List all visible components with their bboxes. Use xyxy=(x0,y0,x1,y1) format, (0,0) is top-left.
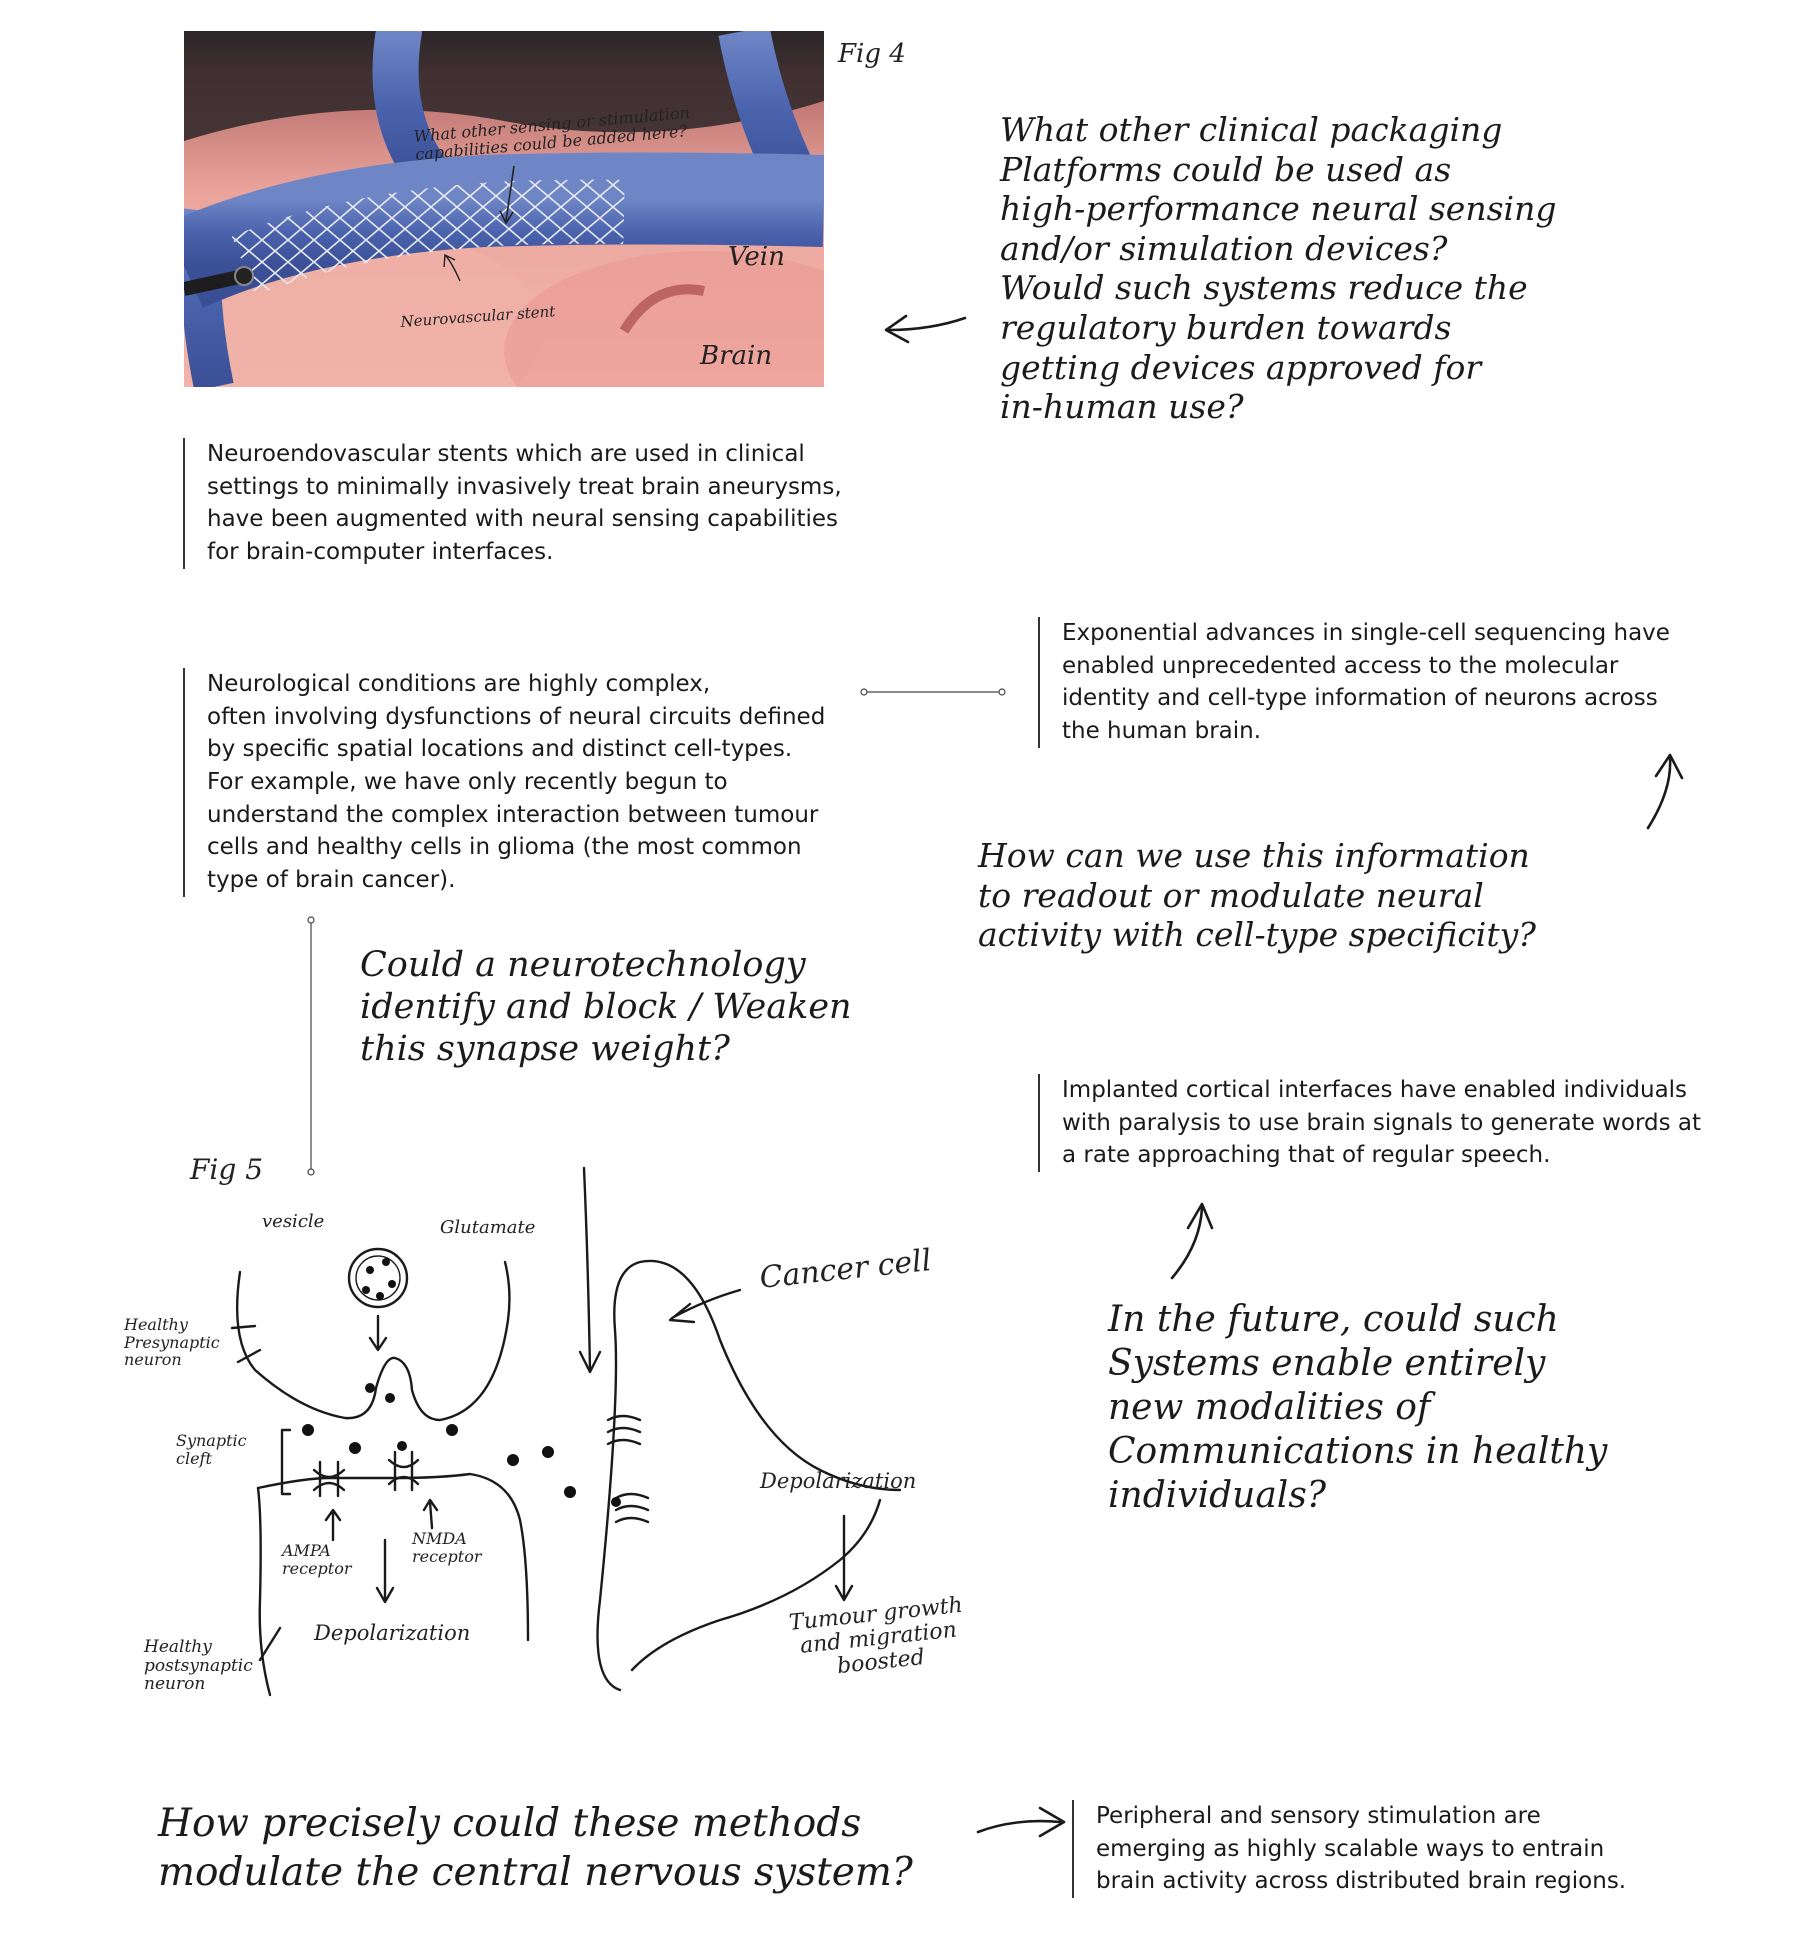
fig4-label-stent: Neurovascular stent xyxy=(399,302,556,331)
fig5-label-tumour: Tumour growth and migration boosted xyxy=(787,1592,964,1680)
fig5-label-cancer-cell: Cancer cell xyxy=(757,1242,933,1296)
fig5-label-vesicle: vesicle xyxy=(262,1211,325,1232)
arrow-to-peripheral xyxy=(978,1821,1060,1832)
text-peripheral: Peripheral and sensory stimulation are emerging as highly scalable ways to entrain brain activity across distributed brain regions. xyxy=(1072,1800,1656,1898)
question-celltype: How can we use this information to readout or modulate neural activity with cell-type specificity? xyxy=(978,836,1536,955)
fig5-label-ampa: AMPA receptor xyxy=(282,1541,352,1578)
fig5-label-depolarization-right: Depolarization xyxy=(760,1469,917,1493)
fig5-label-presynaptic: Healthy Presynaptic neuron xyxy=(124,1315,220,1370)
question-communication: In the future, could such Systems enable entirely new modalities of Communications in healthy individuals? xyxy=(1108,1299,1608,1516)
fig5-label-nmda: NMDA receptor xyxy=(412,1529,482,1566)
fig4-label-brain: Brain xyxy=(700,341,773,371)
text-conditions: Neurological conditions are highly complex, often involving dysfunctions of neural circuits defined by specific spatial locations and distinct cell-types. For example, we have only recently begun to understand the complex interaction between tumour cells and healthy cells in glioma (the most common type of brain cancer). xyxy=(183,668,857,897)
question-packaging: What other clinical packaging Platforms could be used as high-performance neural sensing and/or simulation devices? Would such systems reduce the regulatory burden towards getting devices approved for in-human use? xyxy=(1000,110,1557,427)
text-stents: Neuroendovascular stents which are used in clinical settings to minimally invasively treat brain aneurysms, have been augmented with neural sensing capabilities for brain-computer interfaces. xyxy=(183,438,847,569)
fig4-image-annotation: What other sensing or stimulation capabilities could be added here? xyxy=(412,102,691,164)
arrow-to-cortical xyxy=(1172,1208,1202,1278)
fig4-image xyxy=(184,31,824,387)
fig4-label-vein: Vein xyxy=(728,242,785,272)
fig5-label-postsynaptic: Healthy postsynaptic neuron xyxy=(144,1637,253,1695)
vein-stent-illustration xyxy=(184,31,824,387)
arrow-to-sequencing xyxy=(1648,758,1670,828)
question-synapse: Could a neurotechnology identify and block / Weaken this synapse weight? xyxy=(360,945,852,1069)
text-sequencing: Exponential advances in single-cell sequencing have enabled unprecedented access to the molecular identity and cell-type information of neurons across the human brain. xyxy=(1038,617,1702,748)
fig5-caption: Fig 5 xyxy=(190,1153,264,1186)
fig4-caption: Fig 4 xyxy=(838,39,906,69)
fig5-label-glutamate: Glutamate xyxy=(440,1217,536,1238)
text-cortical: Implanted cortical interfaces have enabled individuals with paralysis to use brain signals to generate words at a rate approaching that of regular speech. xyxy=(1038,1074,1722,1172)
question-precision: How precisely could these methods modulate the central nervous system? xyxy=(158,1801,913,1895)
glutamate-dots xyxy=(302,1258,621,1507)
fig5-label-depolarization-left: Depolarization xyxy=(314,1621,471,1645)
arrow-to-fig4 xyxy=(888,318,965,330)
fig5-label-cleft: Synaptic cleft xyxy=(176,1431,247,1468)
